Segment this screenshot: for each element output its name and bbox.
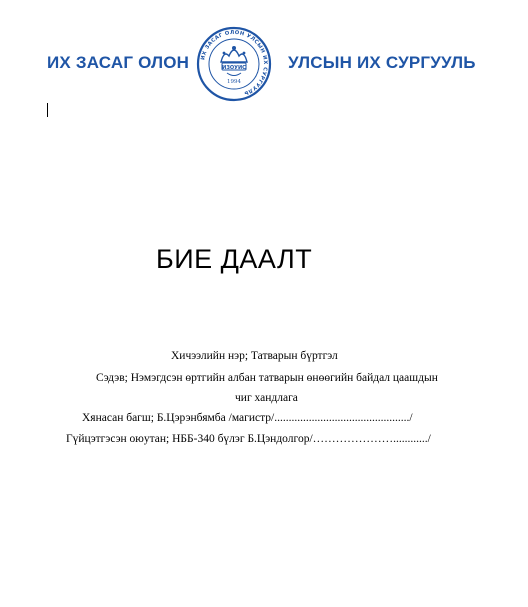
course-name-line: Хичээлийн нэр; Татварын бүртгэл	[171, 350, 338, 362]
topic-line: Сэдэв; Нэмэгдсэн өртгийн албан татварын өнөөгийн байдал цаашдын	[96, 372, 438, 384]
header-right-text: УЛСЫН ИХ СУРГУУЛЬ	[288, 53, 476, 72]
header-left-text: ИХ ЗАСАГ ОЛОН	[47, 53, 190, 72]
text-cursor	[47, 103, 48, 117]
document-title: БИЕ ДААЛТ	[156, 244, 313, 274]
student-line: Гүйцэтгэсэн оюутан; НББ-340 бүлэг Б.Цэндолгор/…………………............/	[66, 433, 431, 445]
university-seal-logo	[191, 26, 277, 102]
logo-banner-text: ИЗОУИС	[222, 64, 246, 71]
reviewer-line: Хянасан багш; Б.Цэрэнбямба /магистр/.............................................../	[82, 412, 413, 424]
logo-ring-text: ИХ ЗАСАГ ОЛОН УЛСЫН ИХ СУРГУУЛЬ	[200, 29, 269, 97]
logo-year: 1994	[227, 79, 241, 85]
topic-line-continued: чиг хандлага	[235, 392, 298, 404]
